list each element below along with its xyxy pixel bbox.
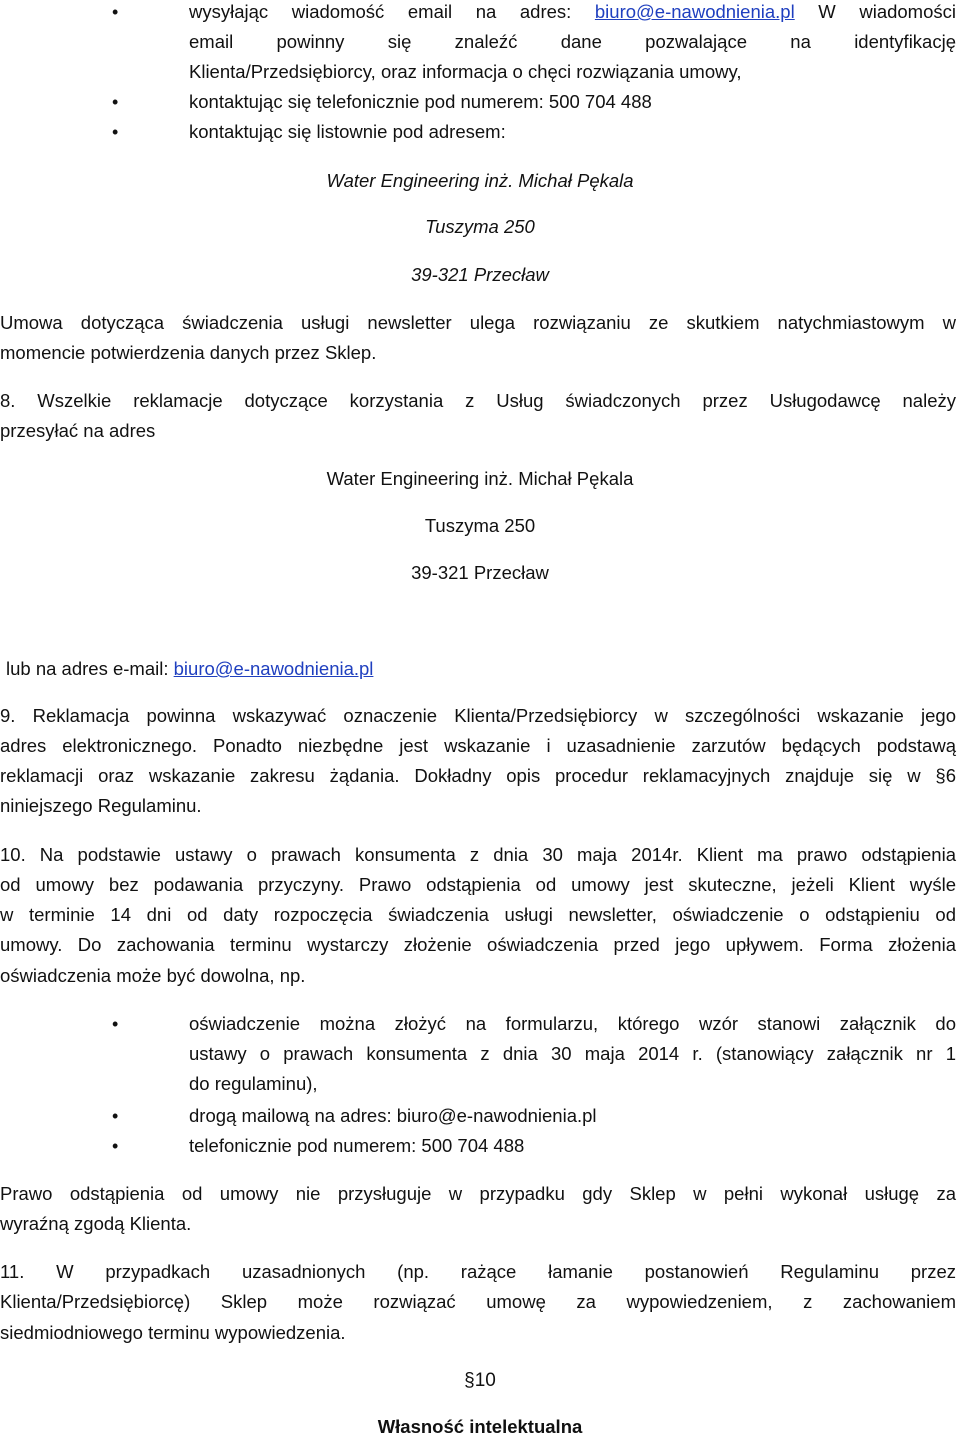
item-8-line: 8. Wszelkie reklamacje dotyczące korzystania z Usług świadczonych przez Usługodawcę należy [0, 390, 956, 411]
address-street: Tuszyma 250 [424, 515, 536, 536]
item-11-line: Klienta/Przedsiębiorcę) Sklep może rozwiązać umowę za wypowiedzeniem, z zachowaniem [0, 1291, 956, 1312]
bullet-line: oświadczenie można złożyć na formularzu, którego wzór stanowi załącznik do [189, 1013, 956, 1034]
bullet-marker: • [112, 1106, 119, 1126]
bullet-line: wysyłając wiadomość email na adres: biuro@e-nawodnienia.pl W wiadomości [189, 1, 956, 22]
paragraph-line: momencie potwierdzenia danych przez Sklep. [0, 342, 377, 363]
item-9-line: 9. Reklamacja powinna wskazywać oznaczenie Klienta/Przedsiębiorcy w szczególności wskazanie jego [0, 705, 956, 726]
bullet-line: email powinny się znaleźć dane pozwalające na identyfikację [189, 31, 956, 52]
email-link[interactable]: biuro@e-nawodnienia.pl [594, 1, 795, 22]
bullet-marker: • [112, 2, 119, 22]
paragraph-line: Umowa dotycząca świadczenia usługi newsletter ulega rozwiązaniu ze skutkiem natychmiastowym w [0, 312, 956, 333]
item-9-line: adres elektronicznego. Ponadto niezbędne jest wskazanie i uzasadnienie zarzutów będących podstawą [0, 735, 956, 756]
bullet-marker: • [112, 122, 119, 142]
item-8-line: przesyłać na adres [0, 420, 156, 441]
email-link[interactable]: biuro@e-nawodnienia.pl [173, 658, 374, 679]
bullet-line: drogą mailową na adres: biuro@e-nawodnienia.pl [189, 1105, 597, 1126]
address-city: 39-321 Przecław [411, 264, 549, 285]
section-number: §10 [464, 1370, 496, 1391]
bullet-line: kontaktując się listownie pod adresem: [189, 121, 506, 142]
item-9-line: reklamacji oraz wskazanie zakresu żądania. Dokładny opis procedur reklamacyjnych znajduje się w §6 [0, 765, 956, 786]
item-10-line: oświadczenia może być dowolna, np. [0, 965, 306, 986]
bullet-line: ustawy o prawach konsumenta z dnia 30 maja 2014 r. (stanowiący załącznik nr 1 [189, 1043, 956, 1064]
bullet-marker: • [112, 92, 119, 112]
bullet-line: Klienta/Przedsiębiorcy, oraz informacja o chęci rozwiązania umowy, [189, 61, 742, 82]
item-9-line: niniejszego Regulaminu. [0, 795, 202, 816]
item-10-line: od umowy bez podawania przyczyny. Prawo odstąpienia od umowy jest skuteczne, jeżeli Klient wyśle [0, 874, 956, 895]
address-name: Water Engineering inż. Michał Pękala [326, 170, 634, 191]
address-city: 39-321 Przecław [411, 562, 549, 583]
item-10-line: 10. Na podstawie ustawy o prawach konsumenta z dnia 30 maja 2014r. Klient ma prawo odstąpienia [0, 844, 956, 865]
item-11-line: 11. W przypadkach uzasadnionych (np. rażące łamanie postanowień Regulaminu przez [0, 1261, 956, 1282]
paragraph-line: Prawo odstąpienia od umowy nie przysługuje w przypadku gdy Sklep w pełni wykonał usługę za [0, 1183, 956, 1204]
bullet-line: do regulaminu), [189, 1073, 318, 1094]
bullet-line: telefonicznie pod numerem: 500 704 488 [189, 1135, 525, 1156]
item-10-line: w terminie 14 dni od daty rozpoczęcia świadczenia usługi newsletter, oświadczenie o odstąpieniu od [0, 904, 956, 925]
bullet-line: kontaktując się telefonicznie pod numerem: 500 704 488 [189, 91, 652, 112]
bullet-marker: • [112, 1136, 119, 1156]
section-title: Własność intelektualna [377, 1416, 583, 1437]
bullet-marker: • [112, 1014, 119, 1034]
address-name: Water Engineering inż. Michał Pękala [326, 468, 634, 489]
email-line: lub na adres e-mail: biuro@e-nawodnienia.pl [6, 658, 374, 679]
address-street: Tuszyma 250 [425, 216, 535, 237]
item-10-line: umowy. Do zachowania terminu wystarczy złożenie oświadczenia przed jego upływem. Forma złożenia [0, 934, 956, 955]
item-11-line: siedmiodniowego terminu wypowiedzenia. [0, 1322, 346, 1343]
paragraph-line: wyraźną zgodą Klienta. [0, 1213, 192, 1234]
